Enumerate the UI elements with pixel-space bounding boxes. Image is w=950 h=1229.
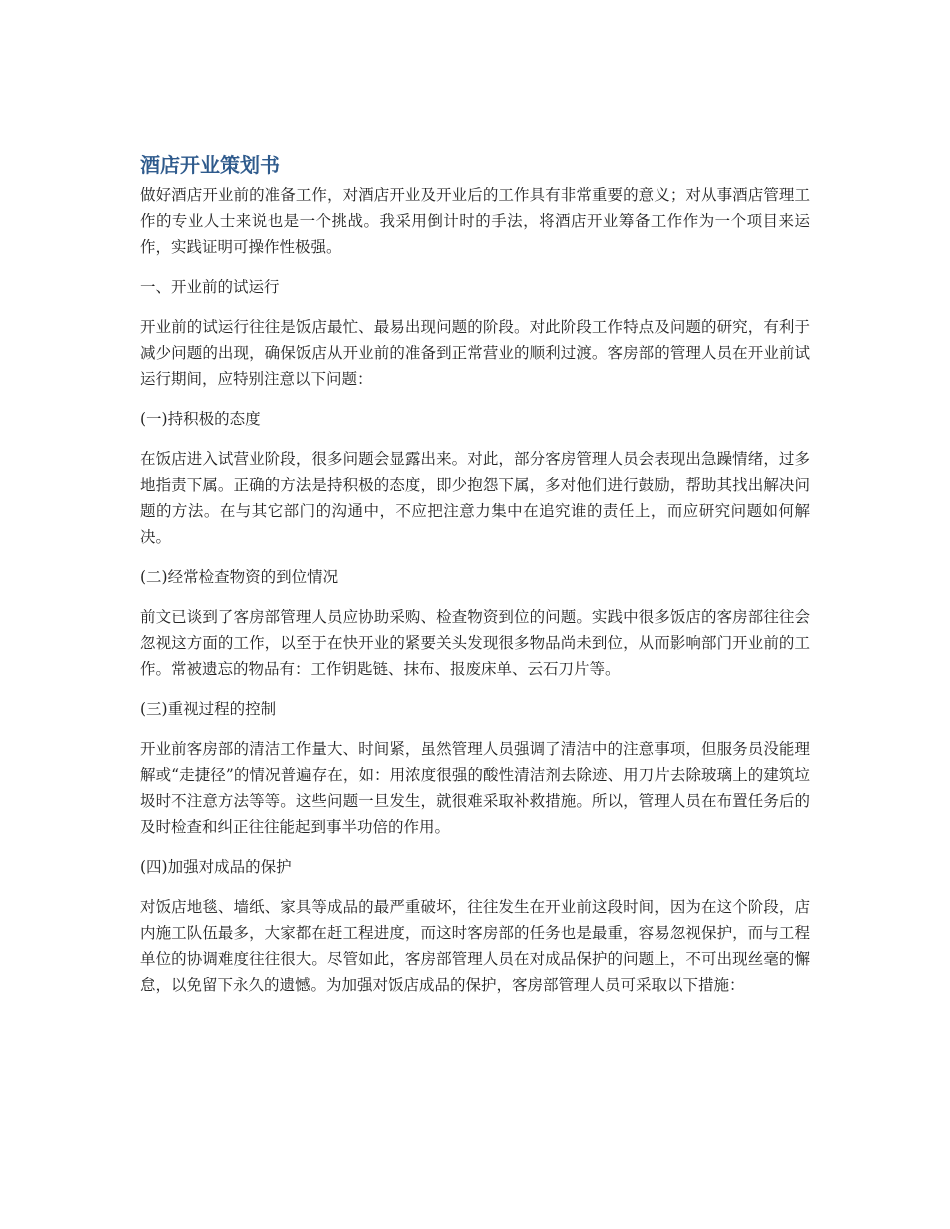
section-heading-1: 一、开业前的试运行	[140, 278, 280, 296]
section-paragraph-1: 开业前的试运行往往是饭店最忙、最易出现问题的阶段。对此阶段工作特点及问题的研究，有利于减少问题的出现，确保饭店从开业前的准备到正常营业的顺利过渡。客房部的管理人员在开业前试运行期间，应特别注意以下问题：	[140, 318, 810, 388]
subsection-heading-3: (三)重视过程的控制	[140, 700, 277, 718]
subsection-paragraph-1: 在饭店进入试营业阶段，很多问题会显露出来。对此，部分客房管理人员会表现出急躁情绪，过多地指责下属。正确的方法是持积极的态度，即少抱怨下属，多对他们进行鼓励，帮助其找出解决问题的方法。在与其它部门的沟通中，不应把注意力集中在追究谁的责任上，而应研究问题如何解决。	[140, 450, 810, 546]
document-page	[140, 150, 810, 998]
subsection-paragraph-3: 开业前客房部的清洁工作量大、时间紧，虽然管理人员强调了清洁中的注意事项，但服务员没能理解或“走捷径”的情况普遍存在，如：用浓度很强的酸性清洁剂去除迹、用刀片去除玻璃上的建筑垃圾时不注意方法等等。这些问题一旦发生，就很难采取补救措施。所以，管理人员在布置任务后的及时检查和纠正往往能起到事半功倍的作用。	[140, 740, 810, 836]
subsection-heading-2: (二)经常检查物资的到位情况	[140, 568, 339, 586]
subsection-heading-4: (四)加强对成品的保护	[140, 858, 292, 876]
document-title: 酒店开业策划书	[140, 153, 280, 177]
subsection-paragraph-4: 对饭店地毯、墙纸、家具等成品的最严重破坏，往往发生在开业前这段时间，因为在这个阶段，店内施工队伍最多，大家都在赶工程进度，而这时客房部的任务也是最重，容易忽视保护，而与工程单位的协调难度往往很大。尽管如此，客房部管理人员在对成品保护的问题上，不可出现丝毫的懈怠，以免留下永久的遗憾。为加强对饭店成品的保护，客房部管理人员可采取以下措施：	[140, 898, 810, 994]
intro-paragraph: 做好酒店开业前的准备工作，对酒店开业及开业后的工作具有非常重要的意义；对从事酒店管理工作的专业人士来说也是一个挑战。我采用倒计时的手法，将酒店开业筹备工作作为一个项目来运作，实践证明可操作性极强。	[140, 186, 810, 256]
subsection-heading-1: (一)持积极的态度	[140, 410, 261, 428]
subsection-paragraph-2: 前文已谈到了客房部管理人员应协助采购、检查物资到位的问题。实践中很多饭店的客房部往往会忽视这方面的工作，以至于在快开业的紧要关头发现很多物品尚未到位，从而影响部门开业前的工作。常被遗忘的物品有：工作钥匙链、抹布、报废床单、云石刀片等。	[140, 608, 810, 678]
